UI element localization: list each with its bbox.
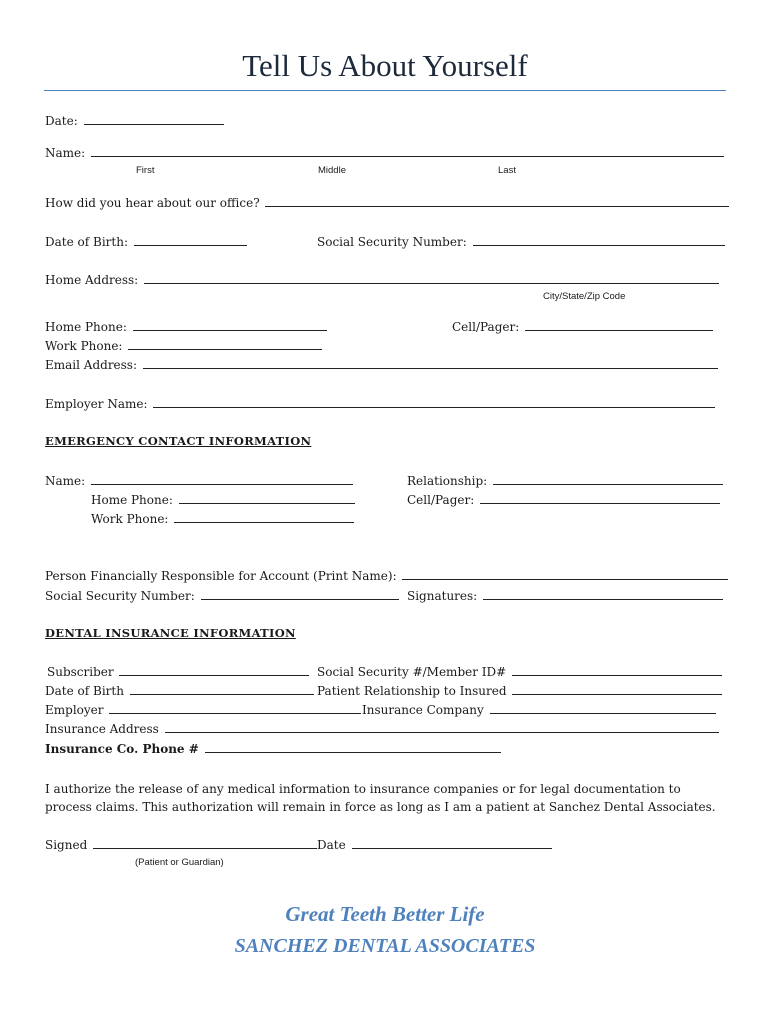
emergency-home-phone-label: Home Phone: bbox=[91, 493, 173, 507]
insurance-employer-row bbox=[45, 702, 361, 718]
work-phone-row bbox=[45, 338, 322, 354]
home-address-label: Home Address: bbox=[45, 273, 139, 287]
name-middle-caption: Middle bbox=[318, 165, 346, 176]
footer-slogan: Great Teeth Better Life bbox=[285, 902, 485, 926]
emergency-work-phone-row bbox=[91, 511, 354, 527]
financial-ssn-row bbox=[45, 588, 399, 604]
insurance-company-field[interactable] bbox=[490, 702, 716, 714]
name-first-caption: First bbox=[136, 165, 155, 176]
signatures-row bbox=[407, 588, 723, 604]
financial-responsible-label: Person Financially Responsible for Account (Print Name): bbox=[45, 569, 397, 583]
emergency-name-field[interactable] bbox=[91, 473, 353, 485]
work-phone-field[interactable] bbox=[128, 338, 322, 350]
date-label: Date: bbox=[45, 114, 78, 128]
dob-label: Date of Birth: bbox=[45, 235, 128, 249]
insurance-address-field[interactable] bbox=[165, 721, 719, 733]
city-state-zip-caption: City/State/Zip Code bbox=[543, 291, 626, 302]
emergency-heading: EMERGENCY CONTACT INFORMATION bbox=[45, 434, 312, 448]
insurance-company-row bbox=[362, 702, 716, 718]
name-label: Name: bbox=[45, 146, 86, 160]
email-label: Email Address: bbox=[45, 358, 138, 372]
name-last-caption: Last bbox=[498, 165, 516, 176]
insurance-employer-label: Employer bbox=[45, 703, 104, 717]
insurance-employer-field[interactable] bbox=[109, 702, 361, 714]
cell-pager-row bbox=[452, 319, 713, 335]
patient-relationship-label: Patient Relationship to Insured bbox=[317, 684, 507, 698]
insurance-phone-field[interactable] bbox=[205, 741, 501, 753]
insurance-dob-label: Date of Birth bbox=[45, 684, 124, 698]
auth-date-field[interactable] bbox=[352, 837, 552, 849]
auth-date-label: Date bbox=[317, 838, 346, 852]
dob-field[interactable] bbox=[134, 234, 247, 246]
subscriber-label: Subscriber bbox=[47, 665, 114, 679]
signed-row bbox=[45, 837, 317, 853]
insurance-phone-row bbox=[45, 741, 501, 757]
home-address-field[interactable] bbox=[144, 272, 719, 284]
signed-field[interactable] bbox=[93, 837, 317, 849]
home-phone-label: Home Phone: bbox=[45, 320, 127, 334]
financial-ssn-label: Social Security Number: bbox=[45, 589, 195, 603]
hear-about-label: How did you hear about our office? bbox=[45, 196, 260, 210]
emergency-cell-pager-label: Cell/Pager: bbox=[407, 493, 475, 507]
subscriber-field[interactable] bbox=[119, 664, 309, 676]
employer-name-field[interactable] bbox=[153, 396, 715, 408]
patient-relationship-field[interactable] bbox=[512, 683, 722, 695]
date-field[interactable] bbox=[84, 113, 224, 125]
insurance-heading: DENTAL INSURANCE INFORMATION bbox=[45, 626, 296, 640]
home-address-row bbox=[45, 272, 719, 288]
name-field[interactable] bbox=[91, 145, 724, 157]
emergency-home-phone-row bbox=[91, 492, 355, 508]
emergency-work-phone-label: Work Phone: bbox=[91, 512, 169, 526]
member-id-row bbox=[317, 664, 722, 680]
insurance-dob-row bbox=[45, 683, 314, 699]
employer-name-row bbox=[45, 396, 715, 412]
employer-name-label: Employer Name: bbox=[45, 397, 148, 411]
patient-guardian-caption: (Patient or Guardian) bbox=[135, 857, 224, 868]
footer-practice-name: SANCHEZ DENTAL ASSOCIATES bbox=[234, 935, 536, 957]
emergency-home-phone-field[interactable] bbox=[179, 492, 355, 504]
signatures-label: Signatures: bbox=[407, 589, 478, 603]
authorization-text: I authorize the release of any medical information to insurance companies or for legal documentation to process claims. This authorization will remain in force as long as I am a patient at Sanchez Dental Associates. bbox=[45, 782, 716, 814]
date-row bbox=[45, 113, 224, 129]
email-row bbox=[45, 357, 718, 373]
ssn-field[interactable] bbox=[473, 234, 725, 246]
emergency-name-label: Name: bbox=[45, 474, 86, 488]
signed-label: Signed bbox=[45, 838, 88, 852]
email-field[interactable] bbox=[143, 357, 718, 369]
emergency-name-row bbox=[45, 473, 353, 489]
emergency-cell-pager-row bbox=[407, 492, 720, 508]
emergency-relationship-row bbox=[407, 473, 723, 489]
ssn-label: Social Security Number: bbox=[317, 235, 467, 249]
home-phone-row bbox=[45, 319, 327, 335]
page-title: Tell Us About Yourself bbox=[242, 48, 528, 83]
cell-pager-field[interactable] bbox=[525, 319, 713, 331]
financial-ssn-field[interactable] bbox=[201, 588, 399, 600]
subscriber-row bbox=[47, 664, 309, 680]
insurance-company-label: Insurance Company bbox=[362, 703, 484, 717]
emergency-relationship-field[interactable] bbox=[493, 473, 723, 485]
insurance-phone-label: Insurance Co. Phone # bbox=[45, 742, 199, 756]
title-divider bbox=[44, 90, 726, 91]
signatures-field[interactable] bbox=[483, 588, 723, 600]
name-row bbox=[45, 145, 724, 161]
insurance-address-label: Insurance Address bbox=[45, 722, 159, 736]
auth-date-row bbox=[317, 837, 552, 853]
financial-responsible-row bbox=[45, 568, 728, 584]
member-id-field[interactable] bbox=[512, 664, 722, 676]
hear-about-field[interactable] bbox=[265, 195, 729, 207]
work-phone-label: Work Phone: bbox=[45, 339, 123, 353]
dob-row bbox=[45, 234, 247, 250]
patient-relationship-row bbox=[317, 683, 722, 699]
hear-about-row bbox=[45, 195, 729, 211]
financial-responsible-field[interactable] bbox=[402, 568, 728, 580]
cell-pager-label: Cell/Pager: bbox=[452, 320, 520, 334]
emergency-relationship-label: Relationship: bbox=[407, 474, 488, 488]
insurance-address-row bbox=[45, 721, 719, 737]
emergency-cell-pager-field[interactable] bbox=[480, 492, 720, 504]
insurance-dob-field[interactable] bbox=[130, 683, 314, 695]
member-id-label: Social Security #/Member ID# bbox=[317, 665, 507, 679]
home-phone-field[interactable] bbox=[133, 319, 327, 331]
ssn-row bbox=[317, 234, 725, 250]
emergency-work-phone-field[interactable] bbox=[174, 511, 354, 523]
